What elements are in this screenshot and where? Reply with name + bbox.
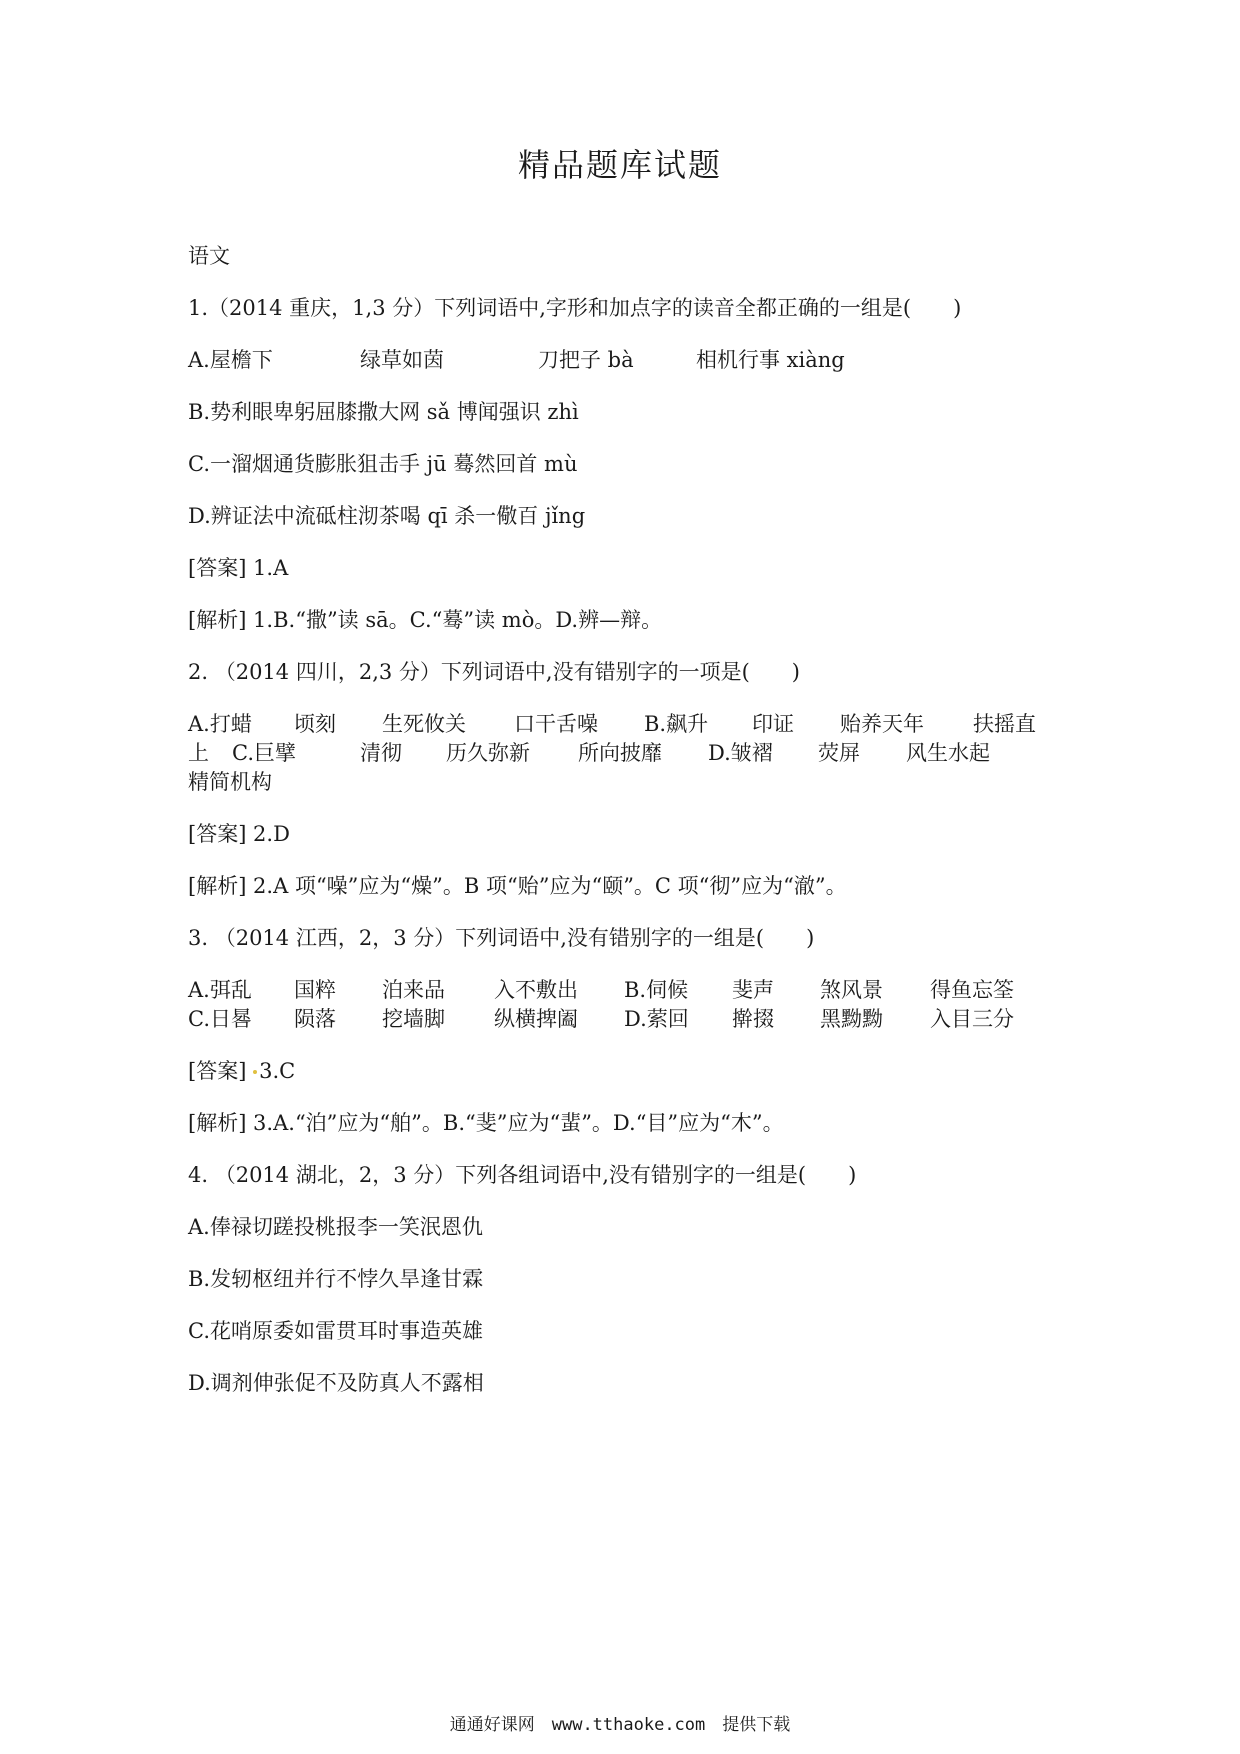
q1-option-b: B.势利眼卑躬屈膝撒大网 sǎ 博闻强识 zhì <box>188 400 579 424</box>
q2-option-item: 风生水起 <box>906 741 990 765</box>
q2-stem: 2. （2014 四川，2,3 分）下列词语中,没有错别字的一项是( ) <box>188 660 800 684</box>
q1-option-a-item: 绿草如茵 <box>360 348 444 372</box>
q2-option-item: B.飙升 <box>644 712 709 736</box>
q3-option-item: 陨落 <box>294 1007 336 1031</box>
q3-option-item: 入不敷出 <box>494 978 578 1002</box>
q3-option-item: 挖墙脚 <box>382 1007 445 1031</box>
q2-option-item: 历久弥新 <box>446 741 530 765</box>
q3-stem: 3. （2014 江西，2，3 分）下列词语中,没有错别字的一组是( ) <box>188 926 815 950</box>
q3-option-item: 国粹 <box>294 978 336 1002</box>
q2-option-item: 顷刻 <box>294 712 336 736</box>
q2-analysis: [解析] 2.A 项“噪”应为“燥”。B 项“贻”应为“颐”。C 项“彻”应为“澈”。 <box>188 874 847 898</box>
q2-option-item: 上 <box>188 741 209 765</box>
page-footer: 通通好课网 www.tthaoke.com 提供下载 <box>449 1715 791 1735</box>
q3-option-item: 煞风景 <box>820 978 883 1002</box>
q3-option-item: A.弭乱 <box>188 978 252 1002</box>
q1-option-a-item: A.屋檐下 <box>188 348 273 372</box>
q1-option-a-item: 相机行事 xiàng <box>696 348 845 372</box>
q2-option-item: D.皱褶 <box>708 741 773 765</box>
q2-option-item: 生死攸关 <box>382 712 466 736</box>
q2-option-item: 贻养天年 <box>840 712 924 736</box>
q2-option-item: 清彻 <box>360 741 402 765</box>
q2-option-item: 印证 <box>752 712 794 736</box>
q3-option-item: 入目三分 <box>930 1007 1014 1031</box>
q3-option-item: 泊来品 <box>382 978 445 1002</box>
q3-answer-value: 3.C <box>259 1059 296 1083</box>
q1-option-d: D.辨证法中流砥柱沏茶喝 qī 杀一儆百 jǐng <box>188 504 586 528</box>
q2-options-row3: 精简机构 <box>188 770 272 794</box>
q1-analysis: [解析] 1.B.“撒”读 sā。C.“蓦”读 mò。D.辨—辩。 <box>188 608 663 632</box>
q2-option-item: C.巨擘 <box>232 741 296 765</box>
q2-answer: [答案] 2.D <box>188 822 290 846</box>
q3-option-item: D.萦回 <box>624 1007 689 1031</box>
q3-option-item: 黑黝黝 <box>820 1007 883 1031</box>
q1-stem: 1.（2014 重庆，1,3 分）下列词语中,字形和加点字的读音全都正确的一组是( ) <box>188 296 962 320</box>
q2-option-item: 口干舌噪 <box>514 712 598 736</box>
q3-option-item: B.伺候 <box>624 978 689 1002</box>
q2-option-item: A.打蜡 <box>188 712 252 736</box>
q3-analysis: [解析] 3.A.“泊”应为“舶”。B.“斐”应为“蜚”。D.“目”应为“木”。 <box>188 1111 784 1135</box>
q2-option-item: 扶摇直 <box>973 712 1036 736</box>
q1-answer: [答案] 1.A <box>188 556 289 580</box>
highlight-dot-mark <box>253 1070 257 1074</box>
q3-option-item: 得鱼忘筌 <box>930 978 1014 1002</box>
page-title: 精品题库试题 <box>517 146 722 184</box>
q4-option-c: C.花哨原委如雷贯耳时事造英雄 <box>188 1319 483 1343</box>
q2-option-item: 荧屏 <box>818 741 860 765</box>
q3-answer-label: [答案] <box>188 1059 247 1083</box>
q3-option-item: 斐声 <box>732 978 774 1002</box>
q1-option-a-item: 刀把子 bà <box>538 348 634 372</box>
q3-option-item: 擀掇 <box>732 1007 774 1031</box>
q3-option-item: 纵横捭阖 <box>494 1007 578 1031</box>
q4-stem: 4. （2014 湖北，2，3 分）下列各组词语中,没有错别字的一组是( ) <box>188 1163 857 1187</box>
q3-option-item: C.日晷 <box>188 1007 252 1031</box>
q4-option-d: D.调剂伸张促不及防真人不露相 <box>188 1371 484 1395</box>
q3-answer <box>188 1056 295 1086</box>
q2-option-item: 所向披靡 <box>578 741 662 765</box>
subject-label: 语文 <box>188 244 230 268</box>
q4-option-a: A.俸禄切蹉投桃报李一笑泯恩仇 <box>188 1215 483 1239</box>
q4-option-b: B.发轫枢纽并行不悖久旱逢甘霖 <box>188 1267 484 1291</box>
q1-option-c: C.一溜烟通货膨胀狙击手 jū 蓦然回首 mù <box>188 452 578 476</box>
